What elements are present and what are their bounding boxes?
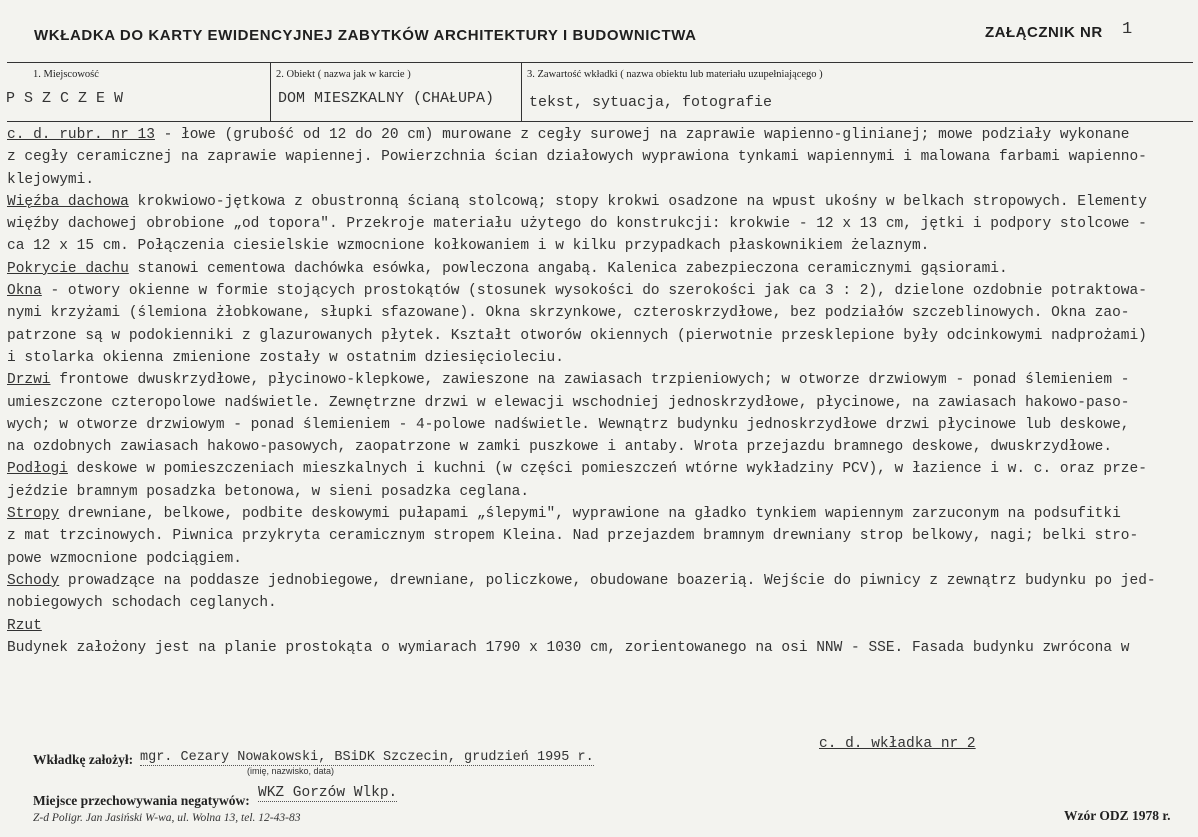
text-line [7, 347, 1193, 369]
section-heading: Pokrycie dachu [7, 260, 129, 277]
text-segment: krokwiowo-jętkowa z obustronną ścianą stolcową; stopy krokwi osadzone na wpust ukośny w belkach stropowych. Elementy [128, 193, 1147, 210]
author-label: Wkładkę założył: [33, 752, 134, 767]
text-segment: Budynek założony jest na planie prostokąta o wymiarach 1790 x 1030 cm, zorientowanego na osi NNW - SSE. Fasada budynku zwrócona w [7, 639, 1130, 656]
section-heading: Okna [7, 283, 42, 300]
text-line [7, 302, 1193, 324]
form-version: Wzór ODZ 1978 r. [1064, 808, 1171, 823]
document-title: WKŁADKA DO KARTY EWIDENCYJNEJ ZABYTKÓW ARCHITEKTURY I BUDOWNICTWA [34, 27, 697, 44]
text-segment: więźby dachowej obrobione „od topora". Przekroje materiału użytego do konstrukcji: krokwie - 12 x 13 cm, jętki i podpory stolcowe - [7, 216, 1147, 233]
section-heading: c. d. rubr. nr 13 [7, 127, 155, 143]
text-line [7, 481, 1193, 503]
header-top-rule [7, 62, 1193, 63]
text-line [7, 392, 1193, 414]
text-line [7, 458, 1193, 480]
section-heading: Rzut [7, 617, 42, 634]
section-heading: Stropy [7, 506, 60, 523]
column-label-object: 2. Obiekt ( nazwa jak w karcie ) [276, 69, 411, 80]
author-note: (imię, nazwisko, data) [247, 766, 335, 776]
text-line [7, 191, 1193, 213]
text-segment: z mat trzcinowych. Piwnica przykryta ceramicznym stropem Kleina. Nad przejazdem bramnym drewniany strop belkowy, nagi; belki stro- [7, 528, 1139, 545]
section-heading: Drzwi [7, 372, 51, 389]
text-line [7, 615, 1193, 637]
column-divider-2 [521, 62, 522, 121]
text-segment: prowadzące na poddasze jednobiegowe, drewniane, policzkowe, obudowane boazerią. Wejście do piwnicy z zewnątrz budynku po jed- [59, 572, 1156, 589]
attachment-number: 1 [1122, 20, 1133, 39]
text-line [7, 592, 1193, 614]
negatives-value: WKZ Gorzów Wlkp. [258, 785, 398, 801]
text-line [7, 525, 1193, 547]
object-value: DOM MIESZKALNY (CHAŁUPA) [278, 90, 495, 107]
column-label-content: 3. Zawartość wkładki ( nazwa obiektu lub materiału uzupełniającego ) [527, 69, 823, 80]
content-value: tekst, sytuacja, fotografie [529, 94, 773, 111]
text-segment: jeździe bramnym posadzka betonowa, w sieni posadzka ceglana. [7, 483, 530, 500]
section-heading: Schody [7, 572, 60, 589]
header-bottom-rule [7, 121, 1193, 122]
negatives-label: Miejsce przechowywania negatywów: [33, 793, 250, 808]
text-segment: deskowe w pomieszczeniach mieszkalnych i kuchni (w części pomieszczeń wtórne wykładziny PCV), w łazience i w. c. oraz prze- [67, 461, 1147, 478]
text-segment: na ozdobnych zawiasach hakowo-pasowych, zaopatrzone w zamki puszkowe i antaby. Wrota przejazdu bramnego deskowe, dwuskrzydłowe. [7, 439, 1113, 456]
column-label-locality: 1. Miejscowość [33, 69, 99, 80]
section-heading: Więźba dachowa [7, 193, 129, 210]
text-segment: wych; w otworze drzwiowym - ponad ślemieniem - 4-polowe nadświetle. Wewnątrz budynku jednoskrzydłowe drzwi płycinowe lub deskowe, [7, 416, 1130, 433]
text-line [7, 325, 1193, 347]
text-segment: frontowe dwuskrzydłowe, płycinowo-klepkowe, zawieszone na zawiasach trzpieniowych; w otworze drzwiowym - ponad ślemieniem - [50, 372, 1130, 389]
text-segment: patrzone są w podokienniki z glazurowanych płytek. Kształt otworów okiennych (pierwotnie przesklepione były odcinkowymi nadprożami) [7, 327, 1147, 344]
text-line [7, 436, 1193, 458]
text-line [7, 280, 1193, 302]
text-line [7, 414, 1193, 436]
text-line [7, 503, 1193, 525]
text-segment: z cegły ceramicznej na zaprawie wapiennej. Powierzchnia ścian działowych wyprawiona tynkami wapiennymi i malowana farbami wapienno- [7, 149, 1147, 166]
text-segment: powe wzmocnione podciągiem. [7, 550, 242, 567]
text-line [7, 369, 1193, 391]
text-segment: drewniane, belkowe, podbite deskowymi pułapami „ślepymi", wyprawione na gładko tynkiem wapiennym zarzuconym na podsufitki [59, 506, 1121, 523]
text-line [7, 235, 1193, 257]
attachment-label: ZAŁĄCZNIK NR [985, 24, 1103, 41]
text-segment: ca 12 x 15 cm. Połączenia ciesielskie wzmocnione kołkowaniem i w kilku przypadkach płaskownikiem żelaznym. [7, 238, 930, 255]
text-segment: nymi krzyżami (ślemiona żłobkowane, słupki sfazowane). Okna skrzynkowe, czteroskrzydłowe, bez podziałów szczeblinowych. Okna zao- [7, 305, 1130, 322]
text-segment: umieszczone czteropolowe nadświetle. Zewnętrzne drzwi w elewacji wschodniej jednoskrzydłowe, płycinowe, na zawiasach hakowo-paso- [7, 394, 1130, 411]
author-value: mgr. Cezary Nowakowski, BSiDK Szczecin, grudzień 1995 r. [140, 750, 594, 765]
text-segment: - łowe (grubość od 12 do 20 cm) murowane z cegły surowej na zaprawie wapienno-glinianej; mowe podziały wykonane [154, 127, 1130, 143]
text-line [7, 146, 1193, 168]
text-line [7, 548, 1193, 570]
text-segment: stanowi cementowa dachówka esówka, powleczona angabą. Kalenica zabezpieczona ceramicznymi gąsiorami. [128, 260, 1008, 277]
text-line [7, 213, 1193, 235]
section-heading: Podłogi [7, 461, 68, 478]
description-text [7, 124, 1193, 659]
printer-note: Z-d Poligr. Jan Jasiński W-wa, ul. Wolna 13, tel. 12-43-83 [33, 812, 301, 824]
column-divider-1 [270, 62, 271, 121]
text-line [7, 124, 1193, 146]
continuation-note: c. d. wkładka nr 2 [819, 736, 976, 752]
text-segment: - otwory okienne w formie stojących prostokątów (stosunek wysokości do szerokości jak ca 3 : 2), dzielone ozdobnie potraktowa- [41, 283, 1147, 300]
text-segment: klejowymi. [7, 171, 95, 188]
locality-value: PSZCZEW [6, 90, 133, 107]
text-line [7, 637, 1193, 659]
text-line [7, 169, 1193, 191]
text-line [7, 258, 1193, 280]
text-segment: nobiegowych schodach ceglanych. [7, 595, 277, 612]
text-segment: i stolarka okienna zmienione zostały w ostatnim dziesięcioleciu. [7, 349, 564, 366]
text-line [7, 570, 1193, 592]
